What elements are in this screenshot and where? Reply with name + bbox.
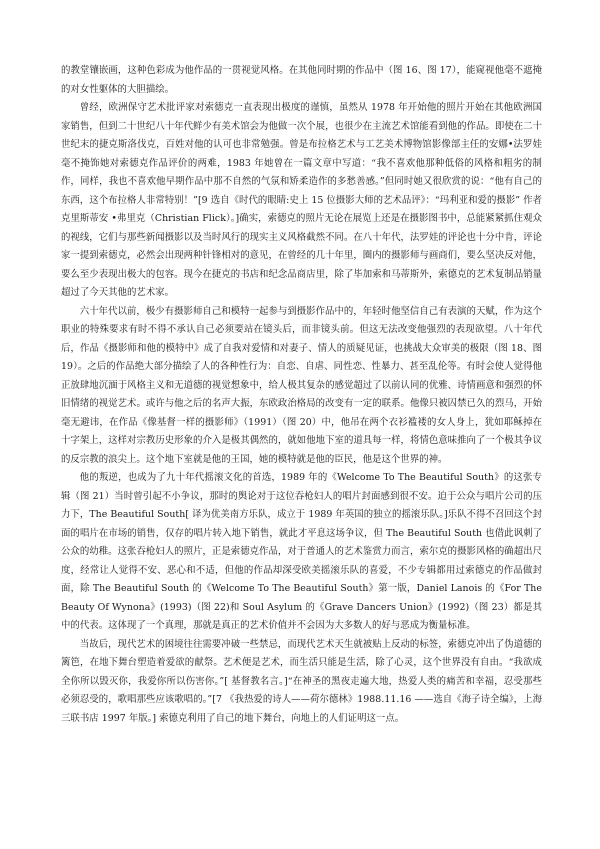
paragraph: 曾经，欧洲保守艺术批评家对索德克一直表现出极度的谨慎，虽然从 1978 年开始他的照片开始在其他欧洲国家销售，但到二十世纪八十年代鲜少有美术馆会为他做一次个展，也很少在主流艺术馆能看到他的作品。即使在二十世纪末的捷克斯洛伐克，百姓对他的认可也非常勉强。曾是布拉格艺术与工艺美术博物馆影像部主任的安娜•法罗娃毫不掩饰她对索德克作品评价的两难，1983 年她曾在一篇文章中写道：“我不喜欢他那种低俗的风格和粗劣的制作，同样，我也不喜欢他早期作品中那不自然的气氛和矫柔造作的多愁善感。”但同时她又很欣赏的说：“他有自己的东西，这个布拉格人非常特别！”[9 选自《时代的眼睛:史上 15 位摄影大师的艺术品评》：“玛利亚和爱的摄影” 作者克里斯蒂安 •弗里克（Christian Flick）。]确实，索德克的照片无论在展览上还是在摄影图书中，总能紧紧抓住观众的视线，它们与那些新闻摄影以及当时风行的现实主义风格截然不同。在八十年代，法罗娃的评论也十分中肯，评论家一提到索德克，必然会出现两种针锋相对的意见，在曾经的几十年里，圈内的摄影师与画商们，要么坚决反对他，要么至少表现出极大的包容。现今在捷克的书店和纪念品商店里，除了毕加索和马蒂斯外，索德克的艺术复制品销量超过了今天其他的艺术家。	[61, 102, 542, 298]
paragraph: 六十年代以前，极少有摄影师自己和模特一起参与到摄影作品中的，年轻时他坚信自己有表演的天赋，作为这个职业的特殊要求有时不得不承认自己必须要站在镜头后，而非镜头前。但这无法改变他强烈的表现欲望。八十年代后，作品《摄影师和他的模特中》成了自我对爱情和对妻子、情人的质疑见证，也挑战大众审美的极限（图 18、图 19）。之后的作品绝大部分描绘了人的各种性行为：自恋、自虐、同性恋、性暴力、甚至乱伦等。有时会使人觉得他正放肆地沉湎于风格主义和无道德的视觉想象中，给人极其复杂的感觉超过了以前认同的优雅、诗情画意和强烈的怀旧情绪的视觉艺术。或许与他之后的名声大振，东欧政治格局的改变有一定的联系。他像只被囚禁已久的烈马，开始毫无避讳，在作品《像基督一样的摄影师》（1991）（图 20）中，他吊在两个衣衫褴褛的女人身上，犹如耶稣掉在十字架上，这样对宗教历史形象的介入是极其偶然的，就如他地下室的道具每一样，将情色意味推向了一个极其争议的反宗教的浪尖上。这个地下室就是他的王国，她的模特就是他的臣民，他是这个世界的神。	[61, 305, 542, 465]
paragraph: 他的叛逆，也成为了九十年代摇滚文化的首选，1989 年的《Welcome To The Beautiful South》的这张专辑（图 21）当时曾引起不小争议，那时的舆论对于这位吞枪妇人的唱片封面感到很不安。迫于公众与唱片公司的压力下，The Beautiful South[ 译为优美南方乐队，成立于 1989 年英国的独立的摇滚乐队。]乐队不得不召回这个封面的唱片在市场的销售，仅存的唱片转入地下销售，就此才平息这场争议，但 The Beautiful South 也借此讽刺了公众的幼稚。这张吞枪妇人的照片，正是索德克作品，对于普通人的艺术鉴赏力而言，索尔克的摄影风格的确超出尺度，经常让人觉得不安、恶心和不适，但他的作品却深受欧美摇滚乐队的喜爱，不少专辑都用过索德克的作品做封面，除 The Beautiful South 的《Welcome To The Beautiful South》第一版，Daniel Lanois 的《For The Beauty Of Wynona》(1993)（图 22)和 Soul Asylum 的《Grave Dancers Union》(1992)（图 23）都是其中的代表。这体现了一个真理，那就是真正的艺术价值并不会因为大多数人的好与恶成为衡量标准。	[61, 472, 542, 631]
document-body	[61, 62, 542, 728]
paragraph: 当故后，现代艺术的困境往往需要冲破一些禁忌，而现代艺术天生就被贴上反动的标签，索德克冲出了伪道德的篱笆，在地下舞台塑造着爱欲的献祭。艺术便是艺术，而生活只能是生活，除了心灵，这个世界没有自由。“我欲成全你所以毁灭你，我爱你所以伤害你。”[ 基督教名言。]“在神圣的黑夜走遍大地，热爱人类的痛苦和幸福，忍受那些必须忍受的，歌唱那些应该歌唱的。”[7 《我热爱的诗人——荷尔德林》1988.11.16 ——选自《海子诗全编》，上海三联书店 1997 年版。] 索德克利用了自己的地下舞台，向地上的人们证明这一点。	[61, 638, 542, 724]
paragraph: 的教堂镶嵌画，这种色彩成为他作品的一贯视觉风格。在其他同时期的作品中（图 16、图 17），能窥视他毫不遮掩的对女性躯体的大胆描绘。	[61, 65, 542, 95]
